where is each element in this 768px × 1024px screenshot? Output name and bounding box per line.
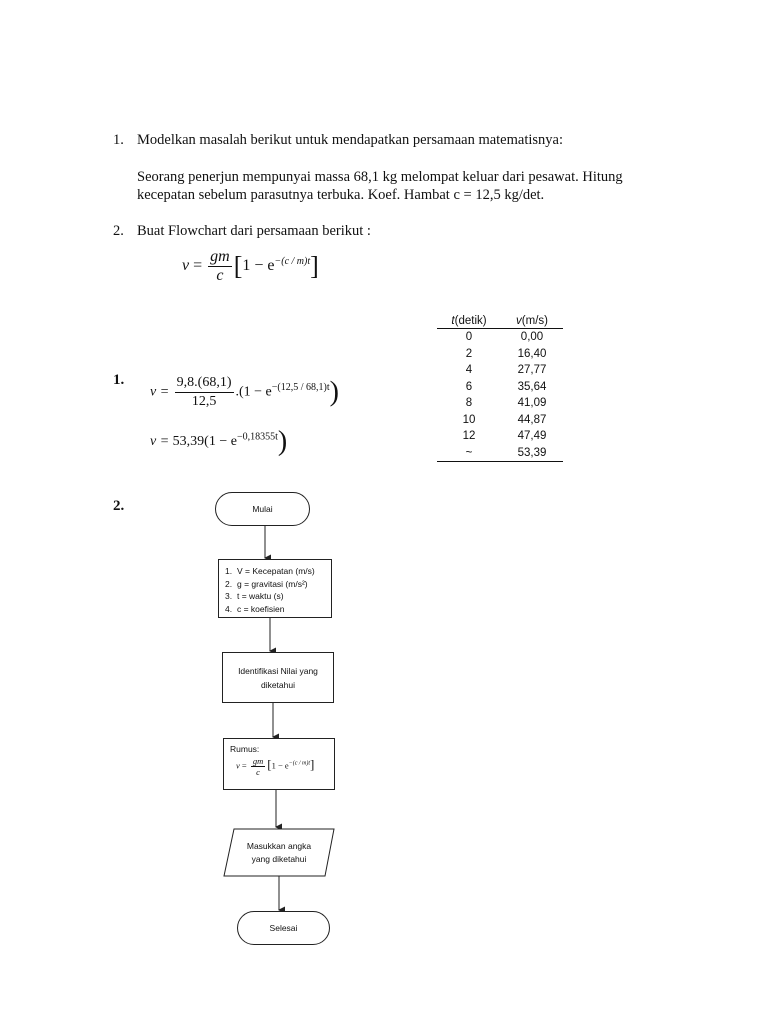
cell-time: 0 xyxy=(465,331,473,343)
cell-time: 8 xyxy=(465,397,473,409)
formula-denominator: c xyxy=(216,267,224,284)
mini-formula: v = $\frac{gm}{c}$ $[1 - e^{-(c / m)t}]$ xyxy=(236,756,315,777)
header-time: t(detik) xyxy=(437,314,501,329)
cell-time: 12 xyxy=(462,430,476,442)
eq1-close-paren: ) xyxy=(329,376,339,408)
input-line-1: Masukkan angka xyxy=(246,841,312,851)
question-2-text: Buat Flowchart dari persamaan berikut : xyxy=(137,223,371,239)
input-line-2: yang diketahui xyxy=(251,854,307,864)
question-1-number: 1. xyxy=(113,132,124,148)
formula-numerator: gm xyxy=(210,248,230,265)
formula-exponent: −(c / m)t xyxy=(274,255,311,267)
header-velocity: v(m/s) xyxy=(501,314,563,329)
eq1-denominator: 12,5 xyxy=(191,394,217,409)
right-bracket: ] xyxy=(310,251,319,281)
formula-one-minus-e: 1 − e xyxy=(242,257,275,275)
eq1-lhs: v = xyxy=(150,384,170,400)
list-item: 1. V = Kecepatan (m/s) xyxy=(225,566,315,576)
cell-velocity: 53,39 xyxy=(501,445,563,462)
question-1-text: Modelkan masalah berikut untuk mendapatkan persamaan matematisnya: xyxy=(137,132,564,148)
cell-time: 10 xyxy=(462,413,476,426)
answer-2-label: 2. xyxy=(113,498,125,514)
cell-velocity: 27,77 xyxy=(517,364,547,376)
flowchart-identify-box xyxy=(222,652,334,703)
eq2-lhs: v = xyxy=(150,434,170,450)
question-2-number: 2. xyxy=(113,223,124,239)
cell-velocity: 47,49 xyxy=(517,430,547,442)
cell-velocity: 16,40 xyxy=(517,347,547,360)
eq1-numerator: 9,8.(68,1) xyxy=(175,374,234,393)
list-item: 4. c = koefisien xyxy=(225,603,285,614)
cell-time: 4 xyxy=(465,364,473,376)
question-1-problem-line-1: Seorang penerjun mempunyai massa 68,1 kg melompat keluar dari pesawat. Hitung xyxy=(137,169,623,185)
formula-lhs: v xyxy=(182,257,190,275)
flowchart-start-terminal xyxy=(215,492,310,526)
list-item: 2. g = gravitasi (m/s²) xyxy=(225,578,308,589)
flowchart-input-box xyxy=(228,832,330,874)
identify-line-1: Identifikasi Nilai yang xyxy=(238,665,318,676)
cell-time: 2 xyxy=(465,347,473,360)
cell-velocity: 0,00 xyxy=(520,331,544,343)
cell-velocity: 41,09 xyxy=(517,397,547,409)
cell-velocity: 35,64 xyxy=(517,380,547,393)
cell-velocity: 44,87 xyxy=(517,413,547,426)
identify-line-2: diketahui xyxy=(260,679,295,690)
eq1-body: .(1 − e xyxy=(235,384,272,400)
cell-time: ~ xyxy=(437,445,501,462)
eq2-close-paren: ) xyxy=(277,426,288,457)
cell-time: 6 xyxy=(465,380,473,393)
end-label: Selesai xyxy=(269,923,298,933)
list-item: 3. t = waktu (s) xyxy=(225,591,284,601)
left-bracket: [ xyxy=(233,251,243,281)
flowchart-variables-box xyxy=(218,559,332,618)
rumus-label: Rumus: xyxy=(230,744,260,754)
eq1-exponent: −(12,5 / 68,1)t xyxy=(271,382,330,394)
eq2-exponent: −0,18355t xyxy=(236,431,278,443)
flowchart-end-terminal xyxy=(237,911,330,945)
question-1-problem-line-2: kecepatan sebelum parasutnya terbuka. Koef. Hambat c = 12,5 kg/det. xyxy=(137,187,545,203)
start-label: Mulai xyxy=(252,504,273,514)
answer-1-label: 1. xyxy=(113,372,125,388)
eq2-body: 53,39(1 − e xyxy=(172,434,237,450)
flowchart-formula-box xyxy=(223,738,335,790)
variables-list xyxy=(219,560,331,615)
formula-equals: = xyxy=(193,257,203,275)
